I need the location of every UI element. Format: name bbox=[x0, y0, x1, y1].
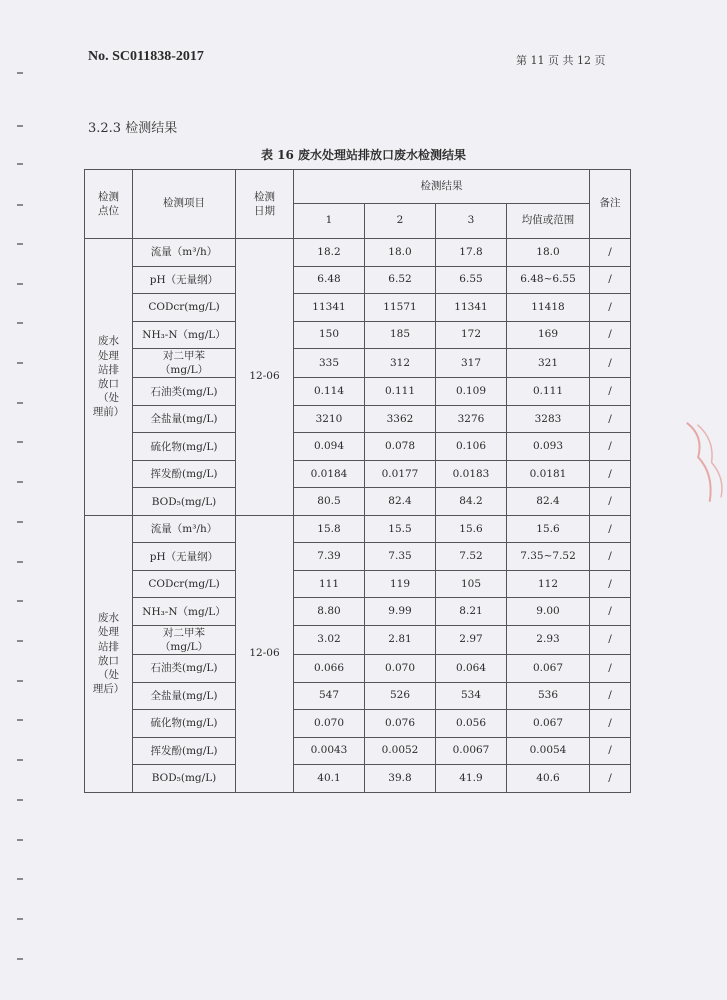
value-cell: 185 bbox=[365, 321, 436, 349]
value-cell: 3210 bbox=[294, 405, 365, 433]
remark-cell: / bbox=[590, 321, 631, 349]
value-cell: 0.0067 bbox=[436, 737, 507, 765]
value-cell: 105 bbox=[436, 570, 507, 598]
value-cell: 15.6 bbox=[436, 515, 507, 543]
value-cell: 0.109 bbox=[436, 378, 507, 406]
binder-mark bbox=[17, 322, 23, 324]
value-cell: 80.5 bbox=[294, 488, 365, 516]
item-cell: NH₃-N（mg/L） bbox=[133, 321, 236, 349]
table-row bbox=[85, 294, 631, 322]
item-cell: CODcr(mg/L) bbox=[133, 294, 236, 322]
binder-mark bbox=[17, 839, 23, 841]
red-stamp-mark bbox=[682, 412, 727, 508]
table-row bbox=[85, 488, 631, 516]
value-cell: 41.9 bbox=[436, 765, 507, 793]
binder-mark bbox=[17, 441, 23, 443]
table-row bbox=[85, 239, 631, 267]
value-cell: 84.2 bbox=[436, 488, 507, 516]
average-cell: 15.6 bbox=[507, 515, 590, 543]
location-cell: 废水 处理 站排 放口 （处 理后） bbox=[85, 515, 133, 792]
value-cell: 0.070 bbox=[365, 655, 436, 683]
value-cell: 8.80 bbox=[294, 598, 365, 626]
header-sample-1: 1 bbox=[294, 204, 365, 239]
value-cell: 15.8 bbox=[294, 515, 365, 543]
average-cell: 7.35~7.52 bbox=[507, 543, 590, 571]
binder-mark bbox=[17, 521, 23, 523]
value-cell: 3276 bbox=[436, 405, 507, 433]
average-cell: 40.6 bbox=[507, 765, 590, 793]
remark-cell: / bbox=[590, 682, 631, 710]
value-cell: 11341 bbox=[436, 294, 507, 322]
value-cell: 0.0052 bbox=[365, 737, 436, 765]
item-cell: 对二甲苯 （mg/L） bbox=[133, 625, 236, 654]
remark-cell: / bbox=[590, 515, 631, 543]
value-cell: 8.21 bbox=[436, 598, 507, 626]
average-cell: 0.067 bbox=[507, 710, 590, 738]
value-cell: 0.070 bbox=[294, 710, 365, 738]
binder-mark bbox=[17, 680, 23, 682]
remark-cell: / bbox=[590, 266, 631, 294]
binder-mark bbox=[17, 72, 23, 74]
average-cell: 2.93 bbox=[507, 625, 590, 654]
table-row bbox=[85, 737, 631, 765]
average-cell: 0.093 bbox=[507, 433, 590, 461]
binder-mark bbox=[17, 759, 23, 761]
remark-cell: / bbox=[590, 655, 631, 683]
header-sample-2: 2 bbox=[365, 204, 436, 239]
value-cell: 2.97 bbox=[436, 625, 507, 654]
header-results: 检测结果 bbox=[294, 170, 590, 204]
binder-mark bbox=[17, 719, 23, 721]
value-cell: 18.2 bbox=[294, 239, 365, 267]
item-cell: NH₃-N（mg/L） bbox=[133, 598, 236, 626]
table-row bbox=[85, 682, 631, 710]
value-cell: 172 bbox=[436, 321, 507, 349]
results-table bbox=[84, 169, 631, 793]
item-cell: 挥发酚(mg/L) bbox=[133, 737, 236, 765]
item-cell: 石油类(mg/L) bbox=[133, 378, 236, 406]
value-cell: 150 bbox=[294, 321, 365, 349]
remark-cell: / bbox=[590, 239, 631, 267]
header-date: 检测 日期 bbox=[236, 170, 294, 239]
value-cell: 15.5 bbox=[365, 515, 436, 543]
header-remark: 备注 bbox=[590, 170, 631, 239]
binder-mark bbox=[17, 125, 23, 127]
binder-mark bbox=[17, 878, 23, 880]
date-cell: 12-06 bbox=[236, 515, 294, 792]
header-average: 均值或范围 bbox=[507, 204, 590, 239]
binder-mark bbox=[17, 163, 23, 165]
item-cell: 挥发酚(mg/L) bbox=[133, 460, 236, 488]
item-cell: 硫化物(mg/L) bbox=[133, 710, 236, 738]
remark-cell: / bbox=[590, 710, 631, 738]
stamp-icon bbox=[682, 412, 727, 508]
table-row bbox=[85, 598, 631, 626]
table-row bbox=[85, 710, 631, 738]
average-cell: 536 bbox=[507, 682, 590, 710]
date-cell: 12-06 bbox=[236, 239, 294, 516]
value-cell: 335 bbox=[294, 349, 365, 378]
remark-cell: / bbox=[590, 349, 631, 378]
table-row bbox=[85, 349, 631, 378]
binder-mark bbox=[17, 561, 23, 563]
remark-cell: / bbox=[590, 765, 631, 793]
binder-mark bbox=[17, 402, 23, 404]
value-cell: 547 bbox=[294, 682, 365, 710]
item-cell: 全盐量(mg/L) bbox=[133, 405, 236, 433]
remark-cell: / bbox=[590, 460, 631, 488]
item-cell: 石油类(mg/L) bbox=[133, 655, 236, 683]
average-cell: 0.0181 bbox=[507, 460, 590, 488]
item-cell: 硫化物(mg/L) bbox=[133, 433, 236, 461]
value-cell: 0.066 bbox=[294, 655, 365, 683]
binder-mark bbox=[17, 481, 23, 483]
value-cell: 534 bbox=[436, 682, 507, 710]
value-cell: 526 bbox=[365, 682, 436, 710]
remark-cell: / bbox=[590, 405, 631, 433]
item-cell: 流量（m³/h） bbox=[133, 515, 236, 543]
table-row bbox=[85, 570, 631, 598]
value-cell: 82.4 bbox=[365, 488, 436, 516]
value-cell: 9.99 bbox=[365, 598, 436, 626]
item-cell: CODcr(mg/L) bbox=[133, 570, 236, 598]
table-row bbox=[85, 405, 631, 433]
value-cell: 11341 bbox=[294, 294, 365, 322]
remark-cell: / bbox=[590, 598, 631, 626]
table-row bbox=[85, 625, 631, 654]
binder-mark bbox=[17, 640, 23, 642]
table-row bbox=[85, 378, 631, 406]
value-cell: 0.064 bbox=[436, 655, 507, 683]
remark-cell: / bbox=[590, 294, 631, 322]
average-cell: 0.0054 bbox=[507, 737, 590, 765]
average-cell: 18.0 bbox=[507, 239, 590, 267]
average-cell: 82.4 bbox=[507, 488, 590, 516]
value-cell: 0.076 bbox=[365, 710, 436, 738]
table-row bbox=[85, 460, 631, 488]
value-cell: 6.55 bbox=[436, 266, 507, 294]
value-cell: 0.106 bbox=[436, 433, 507, 461]
binder-mark bbox=[17, 362, 23, 364]
value-cell: 11571 bbox=[365, 294, 436, 322]
table-row bbox=[85, 266, 631, 294]
value-cell: 0.111 bbox=[365, 378, 436, 406]
average-cell: 3283 bbox=[507, 405, 590, 433]
binder-mark bbox=[17, 204, 23, 206]
value-cell: 119 bbox=[365, 570, 436, 598]
remark-cell: / bbox=[590, 543, 631, 571]
average-cell: 169 bbox=[507, 321, 590, 349]
average-cell: 9.00 bbox=[507, 598, 590, 626]
value-cell: 6.52 bbox=[365, 266, 436, 294]
table-row bbox=[85, 433, 631, 461]
value-cell: 0.0183 bbox=[436, 460, 507, 488]
value-cell: 2.81 bbox=[365, 625, 436, 654]
remark-cell: / bbox=[590, 488, 631, 516]
value-cell: 312 bbox=[365, 349, 436, 378]
average-cell: 6.48~6.55 bbox=[507, 266, 590, 294]
average-cell: 0.067 bbox=[507, 655, 590, 683]
item-cell: BOD₅(mg/L) bbox=[133, 488, 236, 516]
value-cell: 0.0184 bbox=[294, 460, 365, 488]
value-cell: 3362 bbox=[365, 405, 436, 433]
value-cell: 0.114 bbox=[294, 378, 365, 406]
remark-cell: / bbox=[590, 378, 631, 406]
binder-mark bbox=[17, 918, 23, 920]
value-cell: 0.078 bbox=[365, 433, 436, 461]
value-cell: 111 bbox=[294, 570, 365, 598]
item-cell: 全盐量(mg/L) bbox=[133, 682, 236, 710]
table-caption: 表 16 废水处理站排放口废水检测结果 bbox=[260, 148, 467, 162]
remark-cell: / bbox=[590, 737, 631, 765]
table-row bbox=[85, 765, 631, 793]
header-sample-3: 3 bbox=[436, 204, 507, 239]
average-cell: 321 bbox=[507, 349, 590, 378]
item-cell: pH（无量纲） bbox=[133, 543, 236, 571]
value-cell: 7.35 bbox=[365, 543, 436, 571]
value-cell: 0.0177 bbox=[365, 460, 436, 488]
binder-mark bbox=[17, 283, 23, 285]
report-number: No. SC011838-2017 bbox=[88, 49, 204, 64]
value-cell: 7.52 bbox=[436, 543, 507, 571]
average-cell: 11418 bbox=[507, 294, 590, 322]
table-row bbox=[85, 321, 631, 349]
table-row bbox=[85, 515, 631, 543]
binder-mark bbox=[17, 958, 23, 960]
header-location: 检测 点位 bbox=[85, 170, 133, 239]
value-cell: 0.094 bbox=[294, 433, 365, 461]
table-row bbox=[85, 655, 631, 683]
value-cell: 317 bbox=[436, 349, 507, 378]
page-count: 第 11 页 共 12 页 bbox=[516, 54, 606, 67]
average-cell: 0.111 bbox=[507, 378, 590, 406]
table-row bbox=[85, 543, 631, 571]
remark-cell: / bbox=[590, 433, 631, 461]
average-cell: 112 bbox=[507, 570, 590, 598]
value-cell: 0.056 bbox=[436, 710, 507, 738]
value-cell: 40.1 bbox=[294, 765, 365, 793]
item-cell: BOD₅(mg/L) bbox=[133, 765, 236, 793]
remark-cell: / bbox=[590, 570, 631, 598]
binder-mark bbox=[17, 799, 23, 801]
header-item: 检测项目 bbox=[133, 170, 236, 239]
remark-cell: / bbox=[590, 625, 631, 654]
value-cell: 6.48 bbox=[294, 266, 365, 294]
binder-mark bbox=[17, 243, 23, 245]
value-cell: 3.02 bbox=[294, 625, 365, 654]
value-cell: 7.39 bbox=[294, 543, 365, 571]
item-cell: pH（无量纲） bbox=[133, 266, 236, 294]
binder-mark bbox=[17, 600, 23, 602]
location-cell: 废水 处理 站排 放口 （处 理前） bbox=[85, 239, 133, 516]
item-cell: 对二甲苯 （mg/L） bbox=[133, 349, 236, 378]
value-cell: 17.8 bbox=[436, 239, 507, 267]
section-heading: 3.2.3 检测结果 bbox=[88, 121, 178, 136]
value-cell: 18.0 bbox=[365, 239, 436, 267]
item-cell: 流量（m³/h） bbox=[133, 239, 236, 267]
value-cell: 39.8 bbox=[365, 765, 436, 793]
value-cell: 0.0043 bbox=[294, 737, 365, 765]
